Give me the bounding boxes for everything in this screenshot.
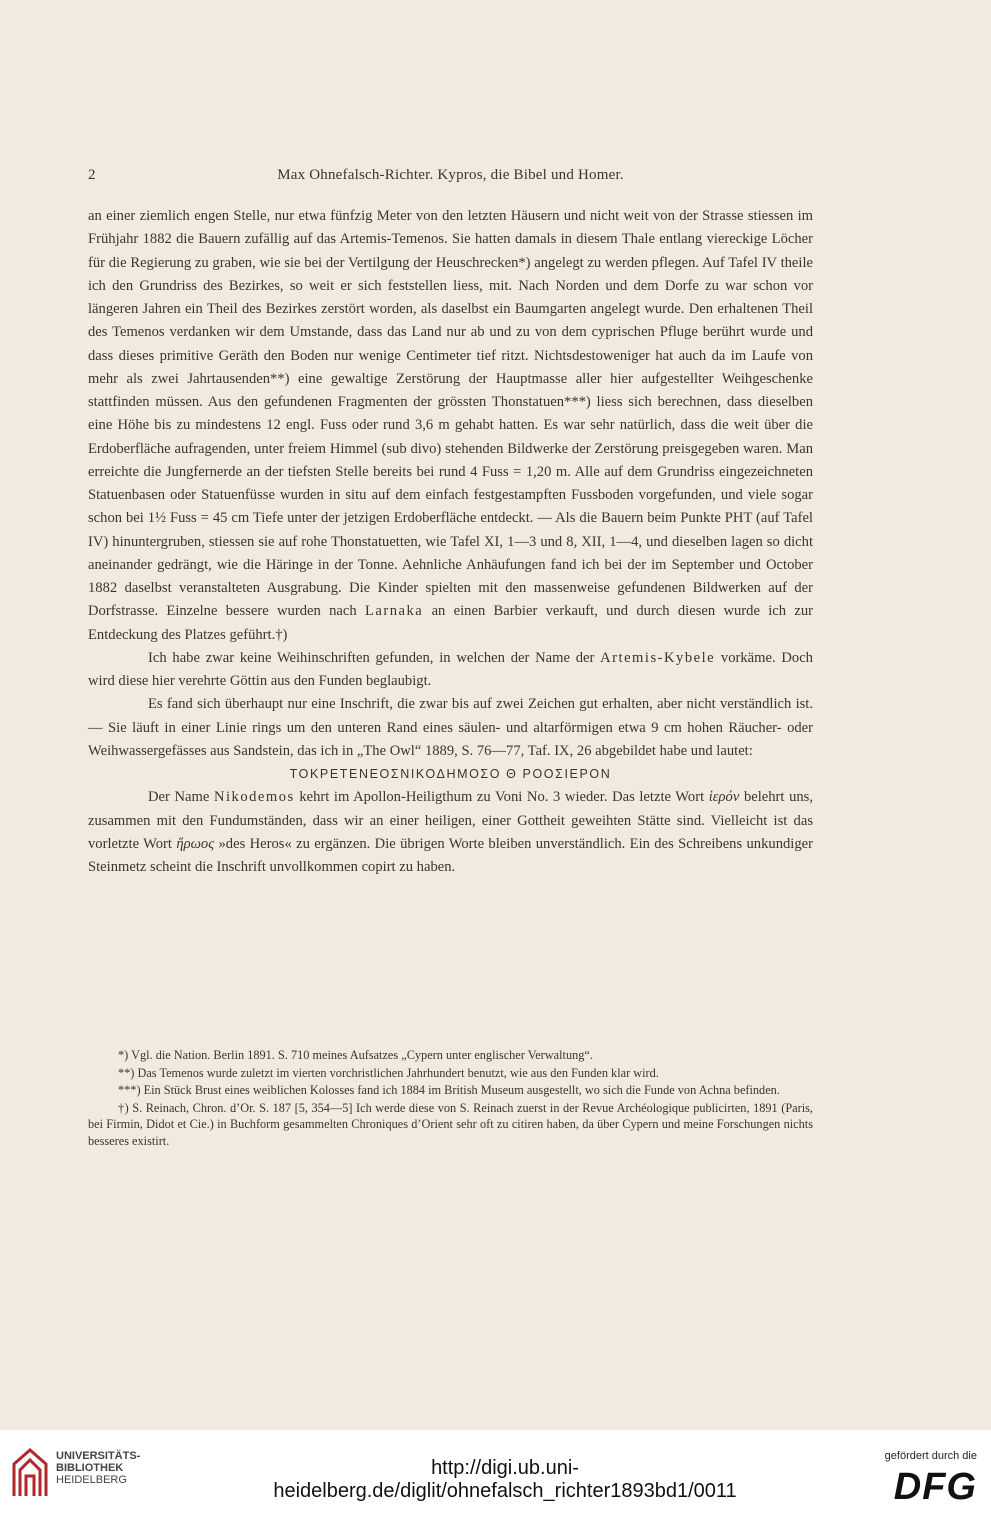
paragraph-1-end: an einen Barbier verkauft, und durch diesen wurde ich zur Entdeckung des Platzes geführt.†) (88, 603, 813, 643)
permalink-url[interactable]: http://digi.ub.uni-heidelberg.de/diglit/ohnefalsch_richter1893bd1/0011 (273, 1457, 737, 1502)
paragraph-4-c: belehrt uns, zusammen mit den Fundumständen, dass wir an einer heiligen, einer Gottheit geweihten Stätte sind. Vielleicht ist das vorletzte Wort (88, 789, 813, 852)
paragraph-4 (88, 786, 813, 879)
paragraph-2-text: Ich habe zwar keine Weihinschriften gefunden, in welchen der Name der (148, 649, 595, 666)
page-number: 2 (88, 167, 96, 183)
library-line-1: UNIVERSITÄTS- (56, 1450, 141, 1462)
greek-word-heroos: ἥρωος (176, 835, 215, 852)
greek-word-hieron: ἱερόν (708, 789, 740, 806)
library-name (56, 1450, 140, 1486)
footnote: **) Das Temenos wurde zuletzt im vierten vorchristlichen Jahrhundert benutzt, wie aus den Funden klar wird. (118, 1065, 659, 1080)
body-text (88, 205, 813, 879)
person-name: Nikodemos (213, 789, 295, 806)
paragraph-1 (88, 205, 813, 647)
deity-name: Artemis-Kybele (600, 649, 716, 666)
paragraph-4-a: Der Name (148, 789, 210, 806)
footnote: *) Vgl. die Nation. Berlin 1891. S. 710 meines Aufsatzes „Cypern unter englischer Verwaltung“. (118, 1048, 593, 1062)
running-title: Max Ohnefalsch-Richter. Kypros, die Bibel und Homer. (277, 167, 624, 183)
paragraph-4-b: kehrt im Apollon-Heiligthum zu Voni No. 3 wieder. Das letzte Wort (299, 789, 705, 806)
library-line-2: BIBLIOTHEK (56, 1462, 124, 1474)
paragraph-2 (88, 647, 813, 694)
paragraph-2-end: vorkäme. Doch wird diese hier verehrte Göttin aus den Funden beglaubigt. (88, 649, 813, 689)
funding-caption: gefördert durch die (884, 1450, 977, 1462)
place-name-larnaka: Larnaka (364, 603, 424, 620)
paragraph-1-text: an einer ziemlich engen Stelle, nur etwa fünfzig Meter von den letzten Häusern und nicht weit von der Strasse stiessen im Frühjahr 1882 die Bauern zufällig auf das Artemis-Temenos. Sie hatten damals in diesem Thale entlang viereckige Löcher für die Regierung zu graben, wie sie bei der Vertilgung der Heuschrecken*) angelegt zu werden pflegen. Auf Tafel IV theile ich den Grundriss des Bezirkes, so weit er sich feststellen liess, mit. Nach Norden und dem Dorfe zu war schon vor längeren Jahren ein Theil des Bezirkes zerstört worden, als daselbst ein Baumgarten angelegt wurde. Den erhaltenen Theil des Temenos verdanken wir dem Umstande, dass das Land nur ab und zu von dem cyprischen Pfluge berührt wurde und dass dieses primitive Geräth den Boden nur wenige Centimeter tief ritzt. Nichtsdestoweniger hat auch da im Laufe von mehr als zwei Jahrtausenden**) eine gewaltige Zerstörung der Hauptmasse aller hier aufgestellter Weihgeschenke stattfinden müssen. Aus den gefundenen Fragmenten der grössten Thonstatuen***) liess sich berechnen, dass dieselben eine Höhe bis zu mindestens 12 engl. Fuss oder rund 3,6 m gehabt hatten. Es war sehr natürlich, dass die weit über die Erdoberfläche aufragenden, unter freiem Himmel (sub divo) stehenden Bildwerke der Zerstörung preisgegeben waren. Man erreichte die Jungfernerde an der tiefsten Stelle bereits bei rund 4 Fuss = 1,20 m. Alle auf dem Grundriss eingezeichneten Statuenbasen oder Statuenfüsse wurden in situ auf dem einfach festgestampften Fussboden vorgefunden, und viele sogar schon bei 1½ Fuss = 45 cm Tiefe unter der jetzigen Erdoberfläche entdeckt. — Als die Bauern beim Punkte PHT (auf Tafel IV) hinuntergruben, stiessen sie auf rohe Thonstatuetten, wie Tafel XI, 1—3 und 8, XII, 1—4, und dieselben lagen so dicht aneinander gedrängt, wie die Häringe in der Tonne. Aehnliche Anhäufungen fand ich bei der im September und October 1882 daselbst veranstalteten Ausgrabung. Die Kinder spielten mit den massenweise gefundenen Bildwerken auf der Dorfstrasse. Einzelne bessere wurden nach (88, 208, 813, 620)
paragraph-4-d: »des Heros« zu ergänzen. Die übrigen Worte bleiben unverständlich. Ein des Schreibens unkundiger Steinmetz scheint die Inschrift unvollkommen copirt zu haben. (88, 835, 813, 875)
paragraph-3: Es fand sich überhaupt nur eine Inschrift, die zwar bis auf zwei Zeichen gut erhalten, aber nicht verständlich ist. — Sie läuft in einer Linie rings um den unteren Rand eines säulen- und altarförmigen etwa 9 cm hohen Räucher- oder Weihwassergefässes aus Sandstein, das ich in „The Owl“ 1889, S. 76—77, Taf. IX, 26 abgebildet habe und lautet: (88, 696, 813, 759)
university-library-logo-icon (8, 1444, 52, 1500)
inscription: ΤΟΚΡΕΤΕΝΕΟΣΝΙΚΟΔΗΜΟΣΟ Θ ΡΟΟΣΙΕΡΟΝ (289, 767, 612, 781)
footnotes (88, 1047, 813, 1151)
footnote: †) S. Reinach, Chron. d’Or. S. 187 [5, 354—5] Ich werde diese von S. Reinach zuerst in der Revue Archéologique publicirten, 1891 (Paris, bei Firmin, Didot et Cie.) in Buchform gesammelten Chroniques d’Orient sehr oft zu citiren haben, da über Cypern und meine Forschungen nichts besseres existirt. (88, 1100, 813, 1148)
dfg-logo: DFG (893, 1466, 977, 1508)
footnote: ***) Ein Stück Brust eines weiblichen Kolosses fand ich 1884 im British Museum ausgestellt, wo sich die Funde von Achna befinden. (118, 1083, 780, 1098)
library-line-3: HEIDELBERG (56, 1474, 127, 1486)
viewer-footer (0, 1430, 991, 1513)
